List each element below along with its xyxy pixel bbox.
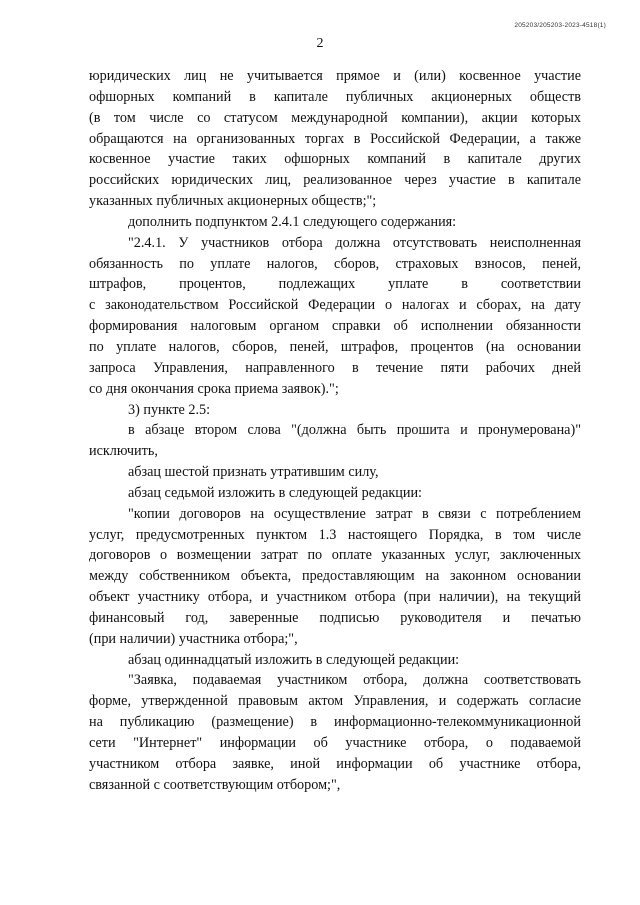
text-line: "копии договоров на осуществление затрат в связи с потреблением	[128, 505, 581, 522]
text-line: формирования налоговым органом справки об исполнении обязанности	[89, 318, 581, 335]
text-line: абзац шестой признать утратившим силу,	[128, 464, 379, 481]
text-line: абзац седьмой изложить в следующей редакции:	[128, 484, 423, 501]
text-line: на публикацию (размещение) в информационно-телекоммуникационной	[89, 714, 581, 731]
text-line: связанной с соответствующим отбором;",	[89, 776, 341, 793]
text-line: участником отбора заявке, иной информации об участнике отбора,	[89, 755, 581, 772]
text-line: исключить,	[89, 443, 158, 460]
text-line: договоров о возмещении затрат по оплате указанных услуг, заключенных	[89, 547, 581, 564]
text-line: в абзаце втором слова "(должна быть прошита и пронумерована)"	[128, 422, 581, 439]
document-body	[89, 66, 581, 796]
text-line: объект участнику отбора, и участником отбора (при наличии), на текущий	[89, 589, 581, 606]
page-number: 2	[316, 36, 324, 51]
text-line: с законодательством Российской Федерации о налогах и сборах, на дату	[89, 297, 581, 314]
text-line: обращаются на организованных торгах в Российской Федерации, а также	[89, 130, 581, 147]
text-line: запроса Управления, направленного в течение пяти рабочих дней	[89, 359, 581, 376]
text-line: форме, утвержденной правовым актом Управления, и содержать согласие	[89, 693, 581, 710]
text-line: обязанность по уплате налогов, сборов, страховых взносов, пеней,	[89, 255, 581, 272]
text-line: указанных публичных акционерных обществ;";	[89, 193, 377, 210]
text-line: штрафов, процентов, подлежащих уплате в соответствии	[89, 276, 581, 293]
text-line: сети "Интернет" информации об участнике отбора, о подаваемой	[89, 735, 581, 751]
text-line: финансовый год, заверенные подписью руководителя и печатью	[89, 609, 581, 626]
text-line: "Заявка, подаваемая участником отбора, должна соответствовать	[128, 672, 581, 689]
text-line: офшорных компаний в капитале публичных акционерных обществ	[89, 88, 581, 105]
text-line: (в том числе со статусом международной компании), акции которых	[89, 109, 581, 126]
text-line: "2.4.1. У участников отбора должна отсутствовать неисполненная	[128, 234, 581, 251]
text-line: 3) пункте 2.5:	[128, 401, 211, 418]
text-line: услуг, предусмотренных пунктом 1.3 настоящего Порядка, в том числе	[89, 526, 581, 543]
text-line: юридических лиц не учитывается прямое и (или) косвенное участие	[89, 68, 581, 84]
text-line: косвенное участие таких офшорных компаний в капитале других	[89, 151, 581, 168]
text-line: абзац одиннадцатый изложить в следующей редакции:	[128, 651, 460, 668]
text-line: российских юридических лиц, реализованное через участие в капитале	[89, 172, 581, 189]
text-line: (при наличии) участника отбора;",	[89, 630, 298, 647]
text-line: дополнить подпунктом 2.4.1 следующего содержания:	[128, 213, 457, 230]
document-id: 205203/205203-2023-4518(1)	[514, 22, 606, 29]
text-line: по уплате налогов, сборов, пеней, штрафов, процентов (на основании	[89, 338, 581, 355]
text-line: между собственником объекта, предоставляющим на законном основании	[89, 568, 581, 585]
text-line: со дня окончания срока приема заявок).";	[89, 380, 339, 397]
